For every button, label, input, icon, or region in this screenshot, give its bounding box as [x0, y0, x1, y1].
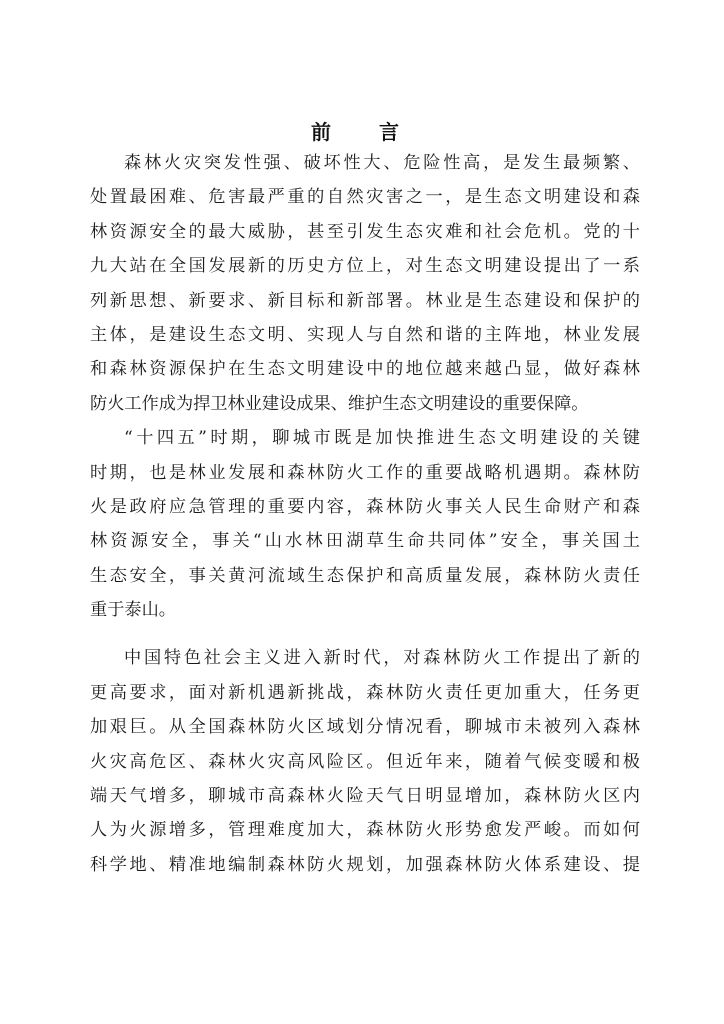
text-line: 处置最困难、危害最严重的自然灾害之一，是生态文明建设和森 — [90, 187, 640, 208]
text-line: 林资源安全，事关“山水林田湖草生命共同体”安全，事关国土 — [90, 531, 640, 552]
document-body — [90, 146, 640, 882]
text-line: 端天气增多，聊城市高森林火险天气日明显增加，森林防火区内 — [90, 786, 640, 807]
text-line: 生态安全，事关黄河流域生态保护和高质量发展，森林防火责任 — [90, 565, 640, 586]
text-line: 人为火源增多，管理难度加大，森林防火形势愈发严峻。而如何 — [90, 820, 640, 841]
paragraph-1 — [90, 146, 640, 421]
text-line: “十四五”时期，聊城市既是加快推进生态文明建设的关键 — [124, 428, 640, 449]
paragraph-gap — [90, 627, 640, 641]
text-line: 森林火灾突发性强、破坏性大、危险性高，是发生最频繁、 — [124, 153, 640, 173]
text-line: 更高要求，面对新机遇新挑战，森林防火责任更加重大，任务更 — [90, 682, 640, 703]
paragraph-2 — [90, 421, 640, 627]
text-line: 科学地、精准地编制森林防火规划，加强森林防火体系建设、提 — [90, 854, 640, 875]
text-line: 九大站在全国发展新的历史方位上，对生态文明建设提出了一系 — [90, 256, 640, 277]
text-line: 中国特色社会主义进入新时代，对森林防火工作提出了新的 — [124, 648, 640, 669]
text-line: 主体，是建设生态文明、实现人与自然和谐的主阵地，林业发展 — [90, 324, 640, 345]
text-line: 时期，也是林业发展和森林防火工作的重要战略机遇期。森林防 — [90, 462, 640, 483]
text-line: 防火工作成为捍卫林业建设成果、维护生态文明建设的重要保障。 — [90, 393, 589, 414]
text-line: 列新思想、新要求、新目标和新部署。林业是生态建设和保护的 — [90, 290, 640, 311]
text-line: 加艰巨。从全国森林防火区域划分情况看，聊城市未被列入森林 — [90, 717, 640, 738]
page-title: 前 言 — [311, 120, 413, 144]
text-line: 和森林资源保护在生态文明建设中的地位越来越凸显，做好森林 — [90, 359, 640, 380]
text-line: 火灾高危区、森林火灾高风险区。但近年来，随着气候变暖和极 — [90, 751, 640, 772]
text-line: 火是政府应急管理的重要内容，森林防火事关人民生命财产和森 — [90, 496, 640, 517]
text-line: 林资源安全的最大威胁，甚至引发生态灾难和社会危机。党的十 — [90, 221, 640, 242]
paragraph-3 — [90, 641, 640, 882]
text-line: 重于泰山。 — [90, 600, 176, 621]
